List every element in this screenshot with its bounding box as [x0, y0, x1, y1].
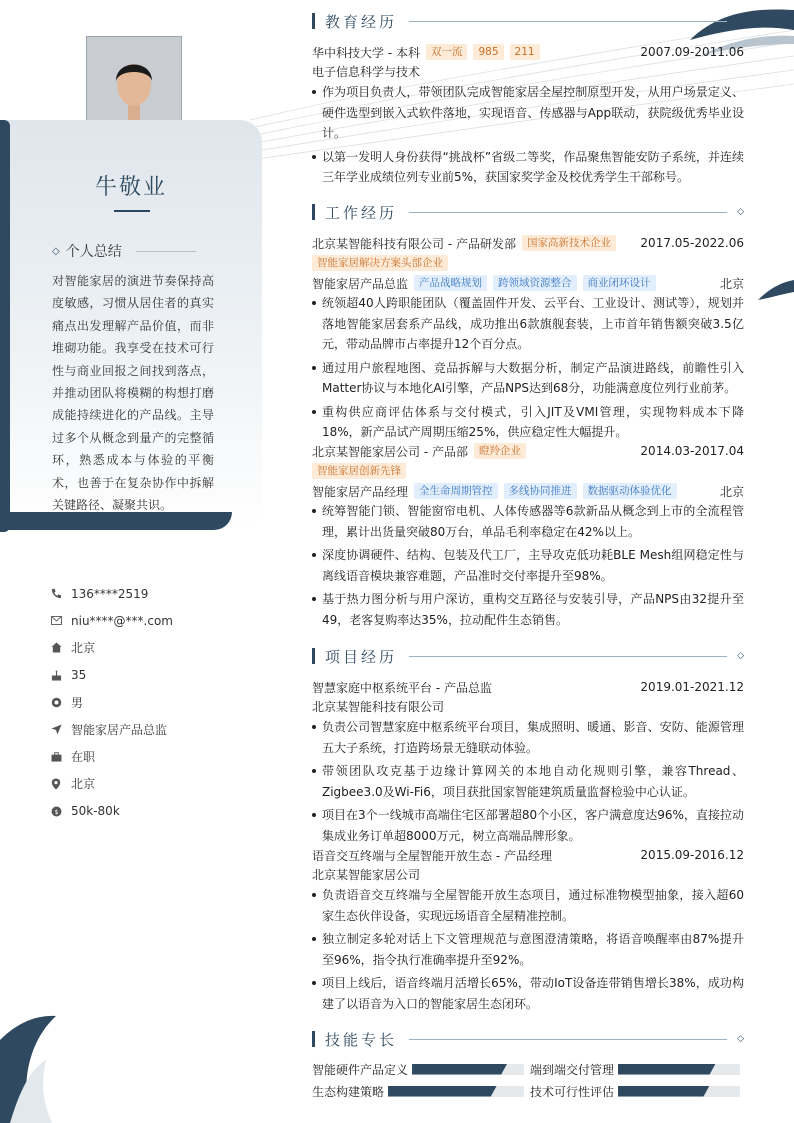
salary-value: 50k-80k — [71, 804, 120, 819]
job-entry — [312, 441, 744, 633]
heading-bar — [312, 204, 315, 220]
bullet-item: 深度协调硬件、结构、包装及代工厂，主导攻克低功耗BLE Mesh组网稳定性与离线语音模块兼容难题，产品准时交付率提升至98%。 — [312, 545, 744, 586]
education-major: 电子信息科学与技术 — [312, 65, 421, 79]
skill-name: 技术可行性评估 — [530, 1084, 615, 1099]
project-org: 北京某智能家居公司 — [312, 868, 421, 882]
heading-bar — [312, 648, 315, 664]
gender-value: 男 — [71, 695, 84, 710]
diamond-icon: ◇ — [737, 207, 744, 217]
heading-bar — [312, 1031, 315, 1047]
skill-track — [618, 1064, 740, 1075]
skill-track — [388, 1086, 524, 1097]
project-row — [312, 677, 744, 697]
school-tag: 211 — [510, 44, 540, 60]
skills-title: 技能专长 — [325, 1030, 398, 1049]
contact-item — [50, 770, 173, 797]
project-name: 语音交互终端与全屋智能开放生态 - 产品经理 — [312, 848, 552, 863]
heading-rule — [409, 212, 727, 213]
job-role-row — [312, 481, 744, 501]
role-tag: 数据驱动体验优化 — [583, 483, 677, 499]
job-city: 北京 — [719, 484, 744, 499]
summary-heading — [52, 241, 196, 261]
company-tag: 瞪羚企业 — [474, 443, 526, 459]
project-bullets — [312, 885, 744, 1014]
school-tag: 985 — [473, 44, 503, 60]
project-date: 2015.09-2016.12 — [640, 848, 744, 862]
bullet-item: 基于热力图分析与用户深访，重构交互路径与安装引导，产品NPS由32提升至49，老客复购率达35%，拉动配件生态销售。 — [312, 589, 744, 630]
project-date: 2019.01-2021.12 — [640, 680, 744, 694]
company-tag: 智能家居创新先锋 — [312, 463, 406, 479]
summary-title: 个人总结 — [65, 244, 122, 260]
briefcase-icon — [50, 751, 62, 763]
job-role-row — [312, 273, 744, 293]
projects-title: 项目经历 — [325, 647, 398, 666]
contact-item — [50, 716, 173, 743]
bullet-item: 独立制定多轮对话上下文管理规范与意图澄清策略，将语音唤醒率由87%提升至96%，指令执行准确率提升至92%。 — [312, 929, 744, 970]
skill-fill — [618, 1086, 710, 1097]
education-entry — [312, 42, 744, 191]
skill-track — [412, 1064, 524, 1075]
job-role: 智能家居产品经理 — [312, 484, 409, 499]
skill-item — [530, 1058, 740, 1080]
svg-text:$: $ — [53, 807, 59, 816]
heading-rule — [409, 21, 727, 22]
project-org: 北京某智能科技有限公司 — [312, 700, 445, 714]
job-city: 北京 — [719, 276, 744, 291]
gender-icon — [50, 696, 62, 708]
work-heading — [312, 200, 744, 224]
heading-bar — [312, 13, 315, 29]
money-icon — [50, 805, 62, 817]
skill-item — [312, 1058, 524, 1080]
education-heading — [312, 9, 744, 33]
diamond-icon: ◇ — [737, 1034, 744, 1044]
home-value: 北京 — [71, 641, 96, 656]
role-tag: 多线协同推进 — [504, 483, 577, 499]
job-entry — [312, 233, 744, 446]
project-entry — [312, 677, 744, 849]
status-value: 在职 — [71, 750, 96, 765]
project-row — [312, 845, 744, 865]
school-tag: 双一流 — [426, 44, 468, 60]
contact-item — [50, 607, 173, 634]
candidate-name: 牛敬业 — [94, 175, 167, 200]
cake-icon — [50, 669, 62, 681]
contact-item — [50, 798, 173, 825]
bullet-item: 负责语音交互终端与全屋智能开放生态项目，通过标准物模型抽象，接入超60家生态伙伴设备，实现远场语音全屋精准控制。 — [312, 885, 744, 926]
bullet-item: 作为项目负责人，带领团队完成智能家居全屋控制原型开发，从用户场景定义、硬件选型到嵌入式软件落地，实现语音、传感器与App联动，获院级优秀毕业设计。 — [312, 82, 744, 144]
contact-item — [50, 634, 173, 661]
bullet-item: 统领超40人跨职能团队（覆盖固件开发、云平台、工业设计、测试等），规划并落地智能家居套系产品线，成功推出6款旗舰套装，上市首年销售额突破3.5亿元，带动品牌市占率提升12个百分点。 — [312, 293, 744, 355]
skill-fill — [388, 1086, 497, 1097]
contact-list — [50, 580, 173, 825]
job-role: 智能家居产品总监 — [312, 276, 409, 291]
education-date: 2007.09-2011.06 — [640, 45, 744, 59]
bullet-item: 带领团队攻克基于边缘计算网关的本地自动化规则引擎，兼容Thread、Zigbee3.0及Wi-Fi6，项目获批国家智能建筑质量监督检验中心认证。 — [312, 761, 744, 802]
bullet-item: 项目在3个一线城市高端住宅区部署超80个小区，客户满意度达96%，直接拉动集成业务订单超8000万元，树立高端品牌形象。 — [312, 805, 744, 846]
phone-value: 136****2519 — [71, 586, 149, 601]
skills-heading — [312, 1027, 744, 1051]
summary-rule — [136, 251, 196, 252]
job-company-row — [312, 441, 744, 461]
skill-name: 智能硬件产品定义 — [312, 1062, 409, 1077]
heading-rule — [409, 656, 727, 657]
bullet-item: 负责公司智慧家庭中枢系统平台项目，集成照明、暖通、影音、安防、能源管理五大子系统，打造跨场景无缝联动体验。 — [312, 717, 744, 758]
skill-item — [312, 1080, 524, 1102]
location-value: 北京 — [71, 777, 96, 792]
summary-text: 对智能家居的演进节奏保持高度敏感，习惯从居住者的真实痛点出发理解产品价值，而非堆砌功能。我享受在技术可行性与商业回报之间找到落点，并推动团队将模糊的构想打磨成能持续进化的产品线。主导过多个从概念到量产的完整循环，熟悉成本与体验的平衡术，也善于在复杂协作中拆解关键路径、凝聚共识。 — [52, 274, 214, 513]
job-date: 2014.03-2017.04 — [640, 444, 744, 458]
project-entry — [312, 845, 744, 1017]
skill-item — [530, 1080, 740, 1102]
job-bullets — [312, 501, 744, 630]
contact-item — [50, 662, 173, 689]
bullet-item: 通过用户旅程地图、竞品拆解与大数据分析，制定产品演进路线，前瞻性引入Matter协议与本地化AI引擎，产品NPS达到68分，功能满意度位列行业前茅。 — [312, 358, 744, 399]
bullet-item: 项目上线后，语音终端月活增长65%，带动IoT设备连带销售增长38%，成功构建了以语音为入口的智能家居生态闭环。 — [312, 973, 744, 1014]
job-intent-value: 智能家居产品总监 — [71, 723, 168, 738]
skill-fill — [412, 1064, 507, 1075]
name-underline — [114, 210, 150, 212]
bullet-item: 以第一发明人身份获得“挑战杯”省级二等奖，作品聚焦智能安防子系统，并连续三年学业成绩位列专业前5%，获国家奖学金及校优秀学生干部称号。 — [312, 147, 744, 188]
skill-track — [618, 1086, 740, 1097]
bullet-item: 统筹智能门锁、智能窗帘电机、人体传感器等6款新品从概念到上市的全流程管理，累计出货量突破80万台，单品毛利率稳定在42%以上。 — [312, 501, 744, 542]
projects-heading — [312, 644, 744, 668]
location-icon — [50, 778, 62, 790]
role-tag: 商业闭环设计 — [583, 275, 656, 291]
skill-name: 端到端交付管理 — [530, 1062, 615, 1077]
role-tag: 产品战略规划 — [414, 275, 487, 291]
company-tag: 智能家居解决方案头部企业 — [312, 255, 448, 271]
contact-item — [50, 689, 173, 716]
role-tag: 跨领域资源整合 — [493, 275, 577, 291]
project-name: 智慧家庭中枢系统平台 - 产品总监 — [312, 680, 492, 695]
diamond-icon: ◇ — [52, 245, 60, 257]
contact-item — [50, 743, 173, 770]
education-row — [312, 42, 744, 62]
phone-icon — [50, 588, 62, 600]
work-title: 工作经历 — [325, 203, 398, 222]
diamond-icon: ◇ — [737, 16, 744, 26]
send-icon — [50, 724, 62, 736]
age-value: 35 — [71, 668, 87, 683]
skill-name: 生态构建策略 — [312, 1084, 385, 1099]
home-icon — [50, 642, 62, 654]
skill-fill — [618, 1064, 716, 1075]
education-bullets — [312, 82, 744, 188]
heading-rule — [409, 1039, 727, 1040]
job-company: 北京某智能科技有限公司 - 产品研发部 — [312, 236, 516, 251]
mail-icon — [50, 615, 62, 627]
job-company-row — [312, 233, 744, 253]
bullet-item: 重构供应商评估体系与交付模式，引入JIT及VMI管理，实现物料成本下降18%，新产品试产周期压缩25%，供应稳定性大幅提升。 — [312, 402, 744, 443]
email-value: niu****@***.com — [71, 613, 173, 628]
company-tag: 国家高新技术企业 — [522, 235, 616, 251]
job-company: 北京某智能家居公司 - 产品部 — [312, 444, 468, 459]
job-bullets — [312, 293, 744, 443]
contact-item — [50, 580, 173, 607]
project-bullets — [312, 717, 744, 846]
role-tag: 全生命周期管控 — [414, 483, 498, 499]
job-date: 2017.05-2022.06 — [640, 236, 744, 250]
education-title: 教育经历 — [325, 12, 398, 31]
diamond-icon: ◇ — [737, 651, 744, 661]
school-name: 华中科技大学 - 本科 — [312, 45, 420, 60]
